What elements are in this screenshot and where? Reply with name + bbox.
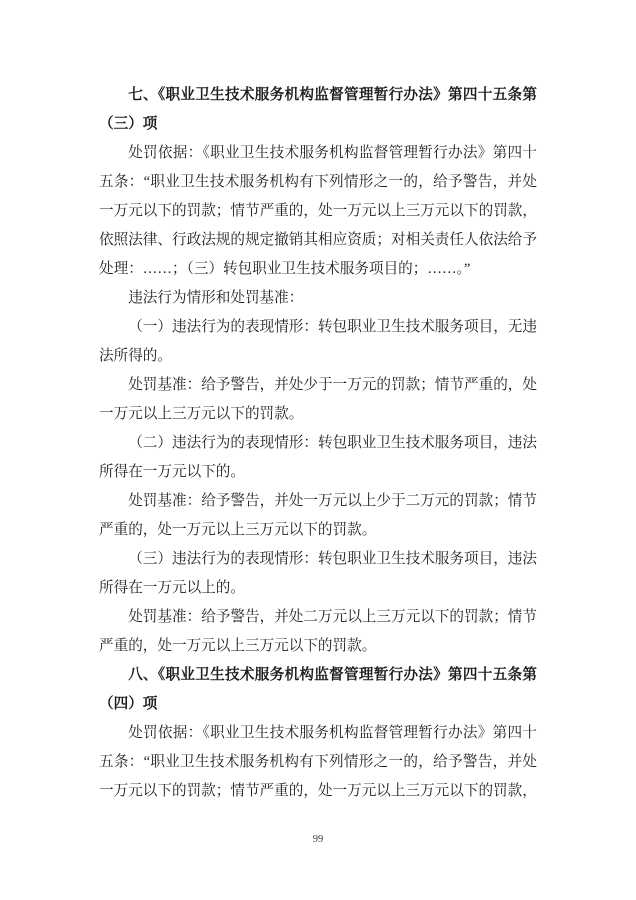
para-violation-intro: 违法行为情形和处罚基准： [128,290,304,306]
para-standard-one: 处罚基准：给予警告，并处少于一万元的罚款；情节严重的，处一万元以上三万元以下的罚款。 [99,377,537,422]
page-number: 99 [312,834,324,845]
para-standard-three: 处罚基准：给予警告，并处二万元以上三万元以下的罚款；情节严重的，处一万元以上三万元以下的罚款。 [99,609,537,654]
heading-item-seven: 七、《职业卫生技术服务机构监督管理暂行办法》第四十五条第（三）项 [99,87,537,132]
para-situation-two: （二）违法行为的表现情形：转包职业卫生技术服务项目，违法所得在一万元以下的。 [99,435,537,480]
heading-item-eight: 八、《职业卫生技术服务机构监督管理暂行办法》第四十五条第（四）项 [99,667,537,712]
para-penalty-basis-eight: 处罚依据：《职业卫生技术服务机构监督管理暂行办法》第四十五条：“职业卫生技术服务机构有下列情形之一的，给予警告，并处一万元以下的罚款；情节严重的，处一万元以上三万元以下的罚款， [99,725,537,799]
para-penalty-basis-seven: 处罚依据：《职业卫生技术服务机构监督管理暂行办法》第四十五条：“职业卫生技术服务机构有下列情形之一的，给予警告，并处一万元以下的罚款；情节严重的，处一万元以上三万元以下的罚款，依照法律、行政法规的规定撤销其相应资质；对相关责任人依法给予处理：……；（三）转包职业卫生技术服务项目的；……。” [99,145,537,277]
para-situation-three: （三）违法行为的表现情形：转包职业卫生技术服务项目，违法所得在一万元以上的。 [99,551,537,596]
para-standard-two: 处罚基准：给予警告，并处一万元以上少于二万元的罚款；情节严重的，处一万元以上三万元以下的罚款。 [99,493,537,538]
document-body [99,81,537,806]
para-situation-one: （一）违法行为的表现情形：转包职业卫生技术服务项目，无违法所得的。 [99,319,537,364]
